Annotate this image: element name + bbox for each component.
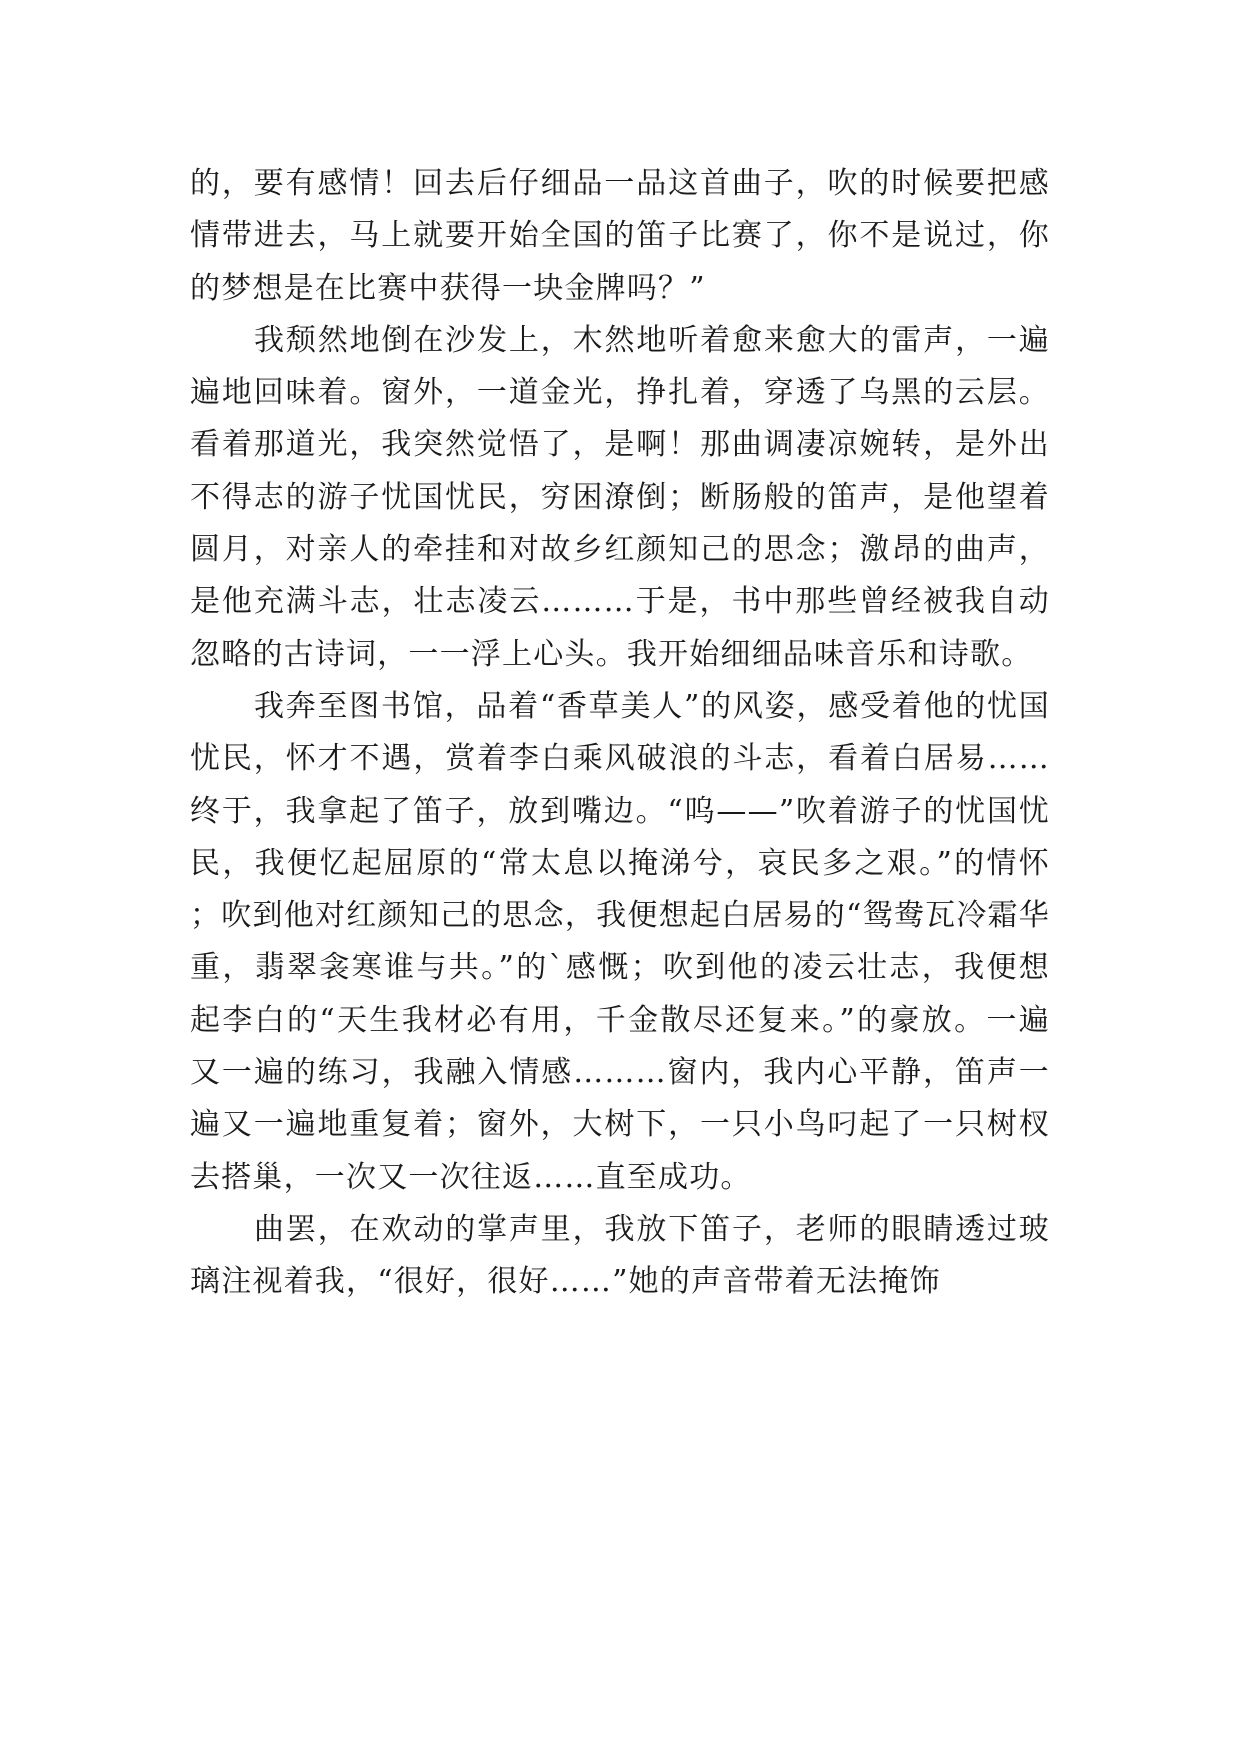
paragraph-1: 的，要有感情！回去后仔细品一品这首曲子，吹的时候要把感情带进去，马上就要开始全国的笛子比赛了，你不是说过，你的梦想是在比赛中获得一块金牌吗？” <box>190 166 1050 306</box>
paragraph-2: 我颓然地倒在沙发上，木然地听着愈来愈大的雷声，一遍遍地回味着。窗外，一道金光，挣扎着，穿透了乌黑的云层。看着那道光，我突然觉悟了，是啊！那曲调凄凉婉转，是外出不得志的游子忧国忧民，穷困潦倒；断肠般的笛声，是他望着圆月，对亲人的牵挂和对故乡红颜知己的思念；激昂的曲声，是他充满斗志，壮志凌云………于是，书中那些曾经被我自动忽略的古诗词，一一浮上心头。我开始细细品味音乐和诗歌。 <box>190 322 1050 672</box>
document-body <box>190 158 1050 1309</box>
paragraph-4: 曲罢，在欢动的掌声里，我放下笛子，老师的眼睛透过玻璃注视着我，“很好，很好……”她的声音带着无法掩饰 <box>190 1211 1050 1300</box>
paragraph-3: 我奔至图书馆，品着“香草美人”的风姿，感受着他的忧国忧民，怀才不遇，赏着李白乘风破浪的斗志，看着白居易……终于，我拿起了笛子，放到嘴边。“呜——”吹着游子的忧国忧民，我便忆起屈原的“常太息以掩涕兮，哀民多之艰。”的情怀；吹到他对红颜知己的思念，我便想起白居易的“鸳鸯瓦冷霜华重，翡翠衾寒谁与共。”的`感慨；吹到他的凌云壮志，我便想起李白的“天生我材必有用，千金散尽还复来。”的豪放。一遍又一遍的练习，我融入情感………窗内，我内心平静，笛声一遍又一遍地重复着；窗外，大树下，一只小鸟叼起了一只树杈去搭巢，一次又一次往返……直至成功。 <box>190 688 1050 1195</box>
